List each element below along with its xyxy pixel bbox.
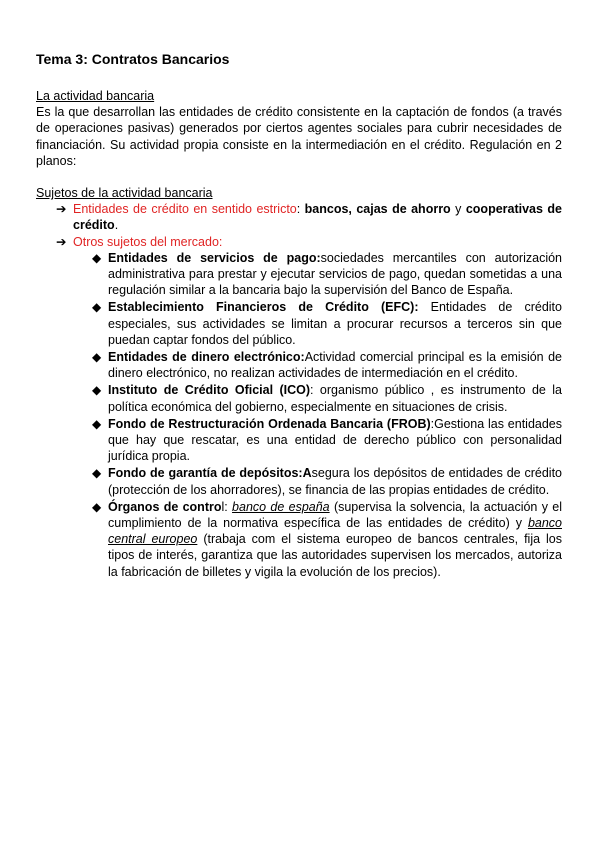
item-bold: Órganos de contro xyxy=(108,499,222,514)
item-text: . xyxy=(114,218,119,233)
item-text: sociedades mercantiles con autorización administrativa para prestar y ejecutar servicios de pago, quedan sometidas a una regulación similar a la bancaria bajo la supervisión del Banco de España. xyxy=(108,250,562,298)
item-bold: Fondo de Restructuración Ordenada Bancaria (FROB) xyxy=(108,416,431,431)
item-text: l: xyxy=(221,499,233,514)
item-bold: Entidades de dinero electrónico: xyxy=(108,350,305,365)
item-bold: Establecimiento Financieros de Crédito (EFC): xyxy=(108,300,419,315)
actividad-paragraph: Es la que desarrollan las entidades de crédito consistente en la captación de fondos (a través de operaciones pasivas) generados por ciertos agentes sociales para cubrir necesidades de financiación. Su actividad propia consiste en la intermediación en el crédito. Regulación en 2 planos: xyxy=(36,105,562,168)
item-bold: Fondo de garantía de depósitos:A xyxy=(108,466,312,481)
banco-espana-link[interactable]: banco de españa xyxy=(232,499,330,514)
list-item xyxy=(36,299,562,348)
otros-sujetos-list xyxy=(36,250,562,580)
list-item xyxy=(36,382,562,414)
item-bold: cooperativas de crédito xyxy=(73,202,562,233)
item-text: Actividad comercial principal es la emisión de dinero electrónico, no realizan actividades de intermediación en el crédito. xyxy=(108,350,562,381)
item-text: Entidades de crédito especiales, sus actividades se limitan a procurar recursos a terceros sin que puedan captar fondos del público. xyxy=(108,300,562,347)
list-item xyxy=(36,250,562,299)
diamond-bullet-icon: ◆ xyxy=(92,416,102,431)
list-item xyxy=(36,201,562,233)
item-red-label: Entidades de crédito en sentido estricto xyxy=(73,202,297,217)
item-text: y xyxy=(450,202,466,217)
item-text: : organismo público , es instrumento de la política económica del gobierno, especialmente en situaciones de crisis. xyxy=(108,383,563,414)
item-text: (trabaja com el sistema europeo de bancos centrales, fija los tipos de interés, garantiza que las autoridades supervisen los mercados, autoriza la fabricación de billetes y vigila la evolución de los precios). xyxy=(108,532,562,579)
diamond-bullet-icon: ◆ xyxy=(92,499,102,514)
item-text: segura los depósitos de entidades de crédito (protección de los ahorradores), se financia de las propias entidades de crédito. xyxy=(108,466,562,497)
item-bold: Instituto de Crédito Oficial (ICO) xyxy=(108,383,311,398)
item-bold: bancos, cajas de ahorro xyxy=(304,202,451,217)
page-title: Tema 3: Contratos Bancarios xyxy=(36,51,230,67)
diamond-bullet-icon: ◆ xyxy=(92,250,102,265)
diamond-bullet-icon: ◆ xyxy=(92,300,102,315)
diamond-bullet-icon: ◆ xyxy=(92,383,102,398)
list-item xyxy=(36,234,562,250)
item-text: (supervisa la solvencia, la actuación y el cumplimiento de la normativa específica de las entidades de crédito) y xyxy=(108,499,562,531)
list-item xyxy=(36,499,562,580)
spacer xyxy=(36,169,562,185)
arrow-bullet-icon: ➔ xyxy=(56,202,67,217)
arrow-bullet-icon: ➔ xyxy=(56,234,67,249)
item-red-label: Otros sujetos del mercado: xyxy=(73,234,223,249)
list-item xyxy=(36,349,562,381)
document-page xyxy=(36,50,562,581)
list-item xyxy=(36,416,562,465)
item-text: :Gestiona las entidades que hay que rescatar, es una entidad de derecho público con personalidad jurídica propia. xyxy=(108,416,563,464)
list-item xyxy=(36,465,562,497)
banco-central-europeo-link[interactable]: banco central europeo xyxy=(108,516,562,547)
diamond-bullet-icon: ◆ xyxy=(92,466,102,481)
diamond-bullet-icon: ◆ xyxy=(92,350,102,365)
item-text: : xyxy=(296,202,305,217)
section-heading-actividad: La actividad bancaria xyxy=(36,89,155,103)
item-bold: Entidades de servicios de pago: xyxy=(108,250,321,265)
sujetos-list xyxy=(36,201,562,250)
section-heading-sujetos: Sujetos de la actividad bancaria xyxy=(36,186,213,201)
